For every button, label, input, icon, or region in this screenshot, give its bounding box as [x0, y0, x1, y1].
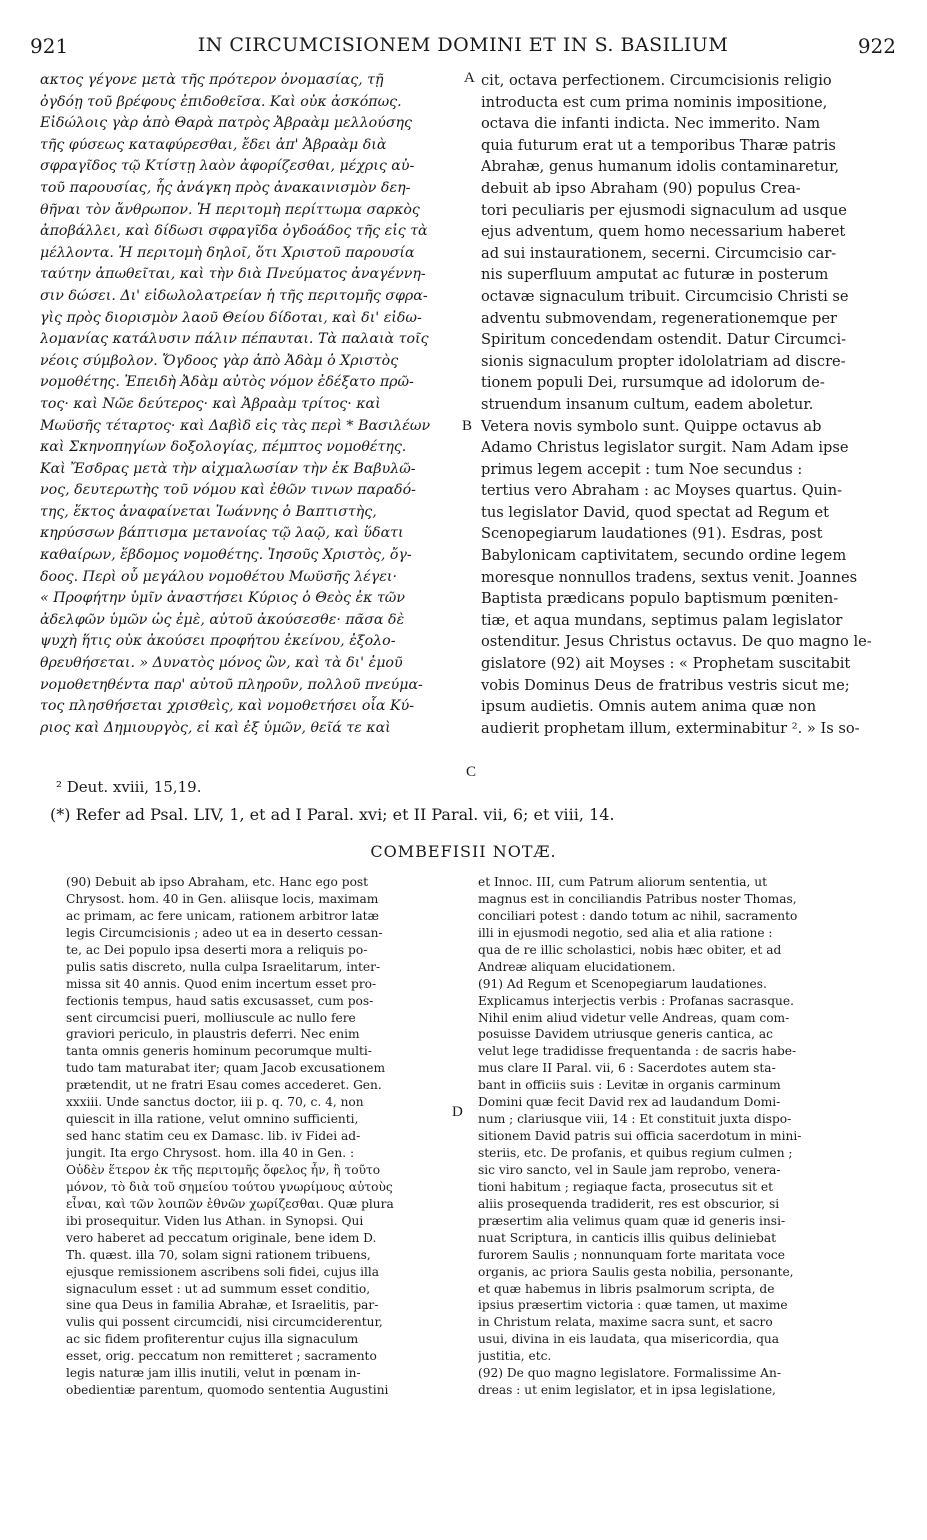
text-line: xxxiii. Unde sanctus doctor, iii p. q. 70, c. 4, non — [66, 1095, 364, 1110]
text-line: ipsius præsertim victoria : quæ tamen, ut maxime — [478, 1298, 788, 1313]
greek-text-column — [40, 70, 460, 739]
text-line: furorem Saulis ; nonnunquam forte maritata voce — [478, 1247, 785, 1262]
text-line: ακτος γέγονε μετὰ τῆς πρότερον ὀνομασίας, τῇ — [40, 72, 384, 88]
text-line: Scenopegiarum laudationes (91). Esdras, post — [481, 525, 823, 543]
text-line: aliis prosequenda tradiderit, res est obscurior, si — [478, 1196, 780, 1211]
text-line: steriis, etc. De profanis, et quibus regium culmen ; — [478, 1146, 793, 1160]
text-line: γὶς πρὸς διορισμὸν λαοῦ Θείου δίδοται, καὶ δι' εἰδω- — [40, 309, 422, 326]
reference-note: (*) Refer ad Psal. LIV, 1, et ad I Paral. xvi; et II Paral. vii, 6; et viii, 14. — [50, 805, 615, 824]
text-line: et quæ habemus in libris psalmorum scripta, de — [478, 1281, 775, 1296]
text-line: octavæ signaculum tribuit. Circumcisio Christi se — [481, 287, 849, 305]
text-line: debuit ab ipso Abraham (90) populus Crea- — [481, 179, 801, 197]
text-line: Vetera novis symbolo sunt. Quippe octavus ab — [481, 417, 822, 435]
text-line: vulis qui possent circumcidi, nisi circumciderentur, — [66, 1315, 383, 1330]
text-line: num ; clariusque viii, 14 : Et constituit juxta dispo- — [478, 1112, 792, 1127]
text-line: quiescit in illa ratione, velut omnino sufficienti, — [66, 1112, 359, 1127]
text-line: τος· καὶ Νῶε δεύτερος· καὶ Ἀβραὰμ τρίτος· καὶ — [40, 395, 381, 412]
text-line: Baptista prædicans populo baptismum pœniten- — [481, 590, 839, 608]
text-line: σιν δώσει. Δι' εἰδωλολατρείαν ἡ τῆς περιτομῆς σφρα- — [40, 287, 428, 304]
text-line: fectionis tempus, haud satis excusasset, cum pos- — [66, 993, 374, 1008]
text-line: qua de re illic scholastici, nobis hæc obiter, et ad — [478, 942, 782, 957]
text-line: moresque nonnullos tradens, sextus venit. Joannes — [481, 568, 858, 586]
text-line: ejusque remissionem ascribens soli fidei, cujus illa — [66, 1264, 380, 1279]
text-line: te, ac Dei populo ipsa deserti mora a reliquis po- — [66, 942, 368, 957]
text-line: vobis Dominus Deus de fratribus vestris sicut me; — [481, 676, 850, 694]
text-line: cit, octava perfectionem. Circumcisionis religio — [481, 72, 832, 89]
text-line: καὶ Σκηνοπηγίων δοξολογίας, πέμπτος νομοθέτης. — [40, 439, 407, 456]
text-line: esset, orig. peccatum non remitteret ; sacramento — [66, 1349, 377, 1364]
text-line: « Προφήτην ὑμῖν ἀναστήσει Κύριος ὁ Θεὸς ἐκ τῶν — [40, 590, 405, 607]
text-line: sitionem David patris sui officia sacerdotum in mini- — [478, 1129, 802, 1144]
text-line: signaculum esset : ut ad summum esset conditio, — [66, 1281, 371, 1296]
text-line: sic viro sancto, vel in Saule jam reprobo, venera- — [478, 1162, 781, 1177]
text-line: ἀποβάλλει, καὶ δίδωσι σφραγῖδα ὀγδοάδος τῆς εἰς τὰ — [40, 223, 428, 240]
text-line: posuisse Davidem utriusque generis cantica, ac — [478, 1027, 773, 1042]
text-line: κηρύσσων βάπτισμα μετανοίας τῷ λαῷ, καὶ ὕδατι — [40, 525, 404, 542]
text-line: magnus est in conciliandis Patribus noster Thomas, — [478, 891, 797, 906]
text-line: in Christum relata, maxime sacra sunt, et sacro — [478, 1315, 773, 1330]
text-line: graviori periculo, in plaustris deferri. Nec enim — [66, 1027, 360, 1042]
text-line: velut lege tradidisse frequentanda : de sacris habe- — [478, 1044, 797, 1059]
text-line: conciliari potest : dando totum ac nihil, sacramento — [478, 908, 798, 923]
text-line: organis, ac priora Saulis gesta nobilia, personante, — [478, 1264, 794, 1279]
margin-marker-b: B — [462, 418, 473, 434]
text-line: ac sic fidem profiterentur cujus illa signaculum — [66, 1332, 359, 1347]
text-line: tori peculiaris per ejusmodi signaculum ad usque — [481, 201, 847, 219]
text-line: sionis signaculum propter idololatriam ad discre- — [481, 352, 846, 370]
text-line: tiæ, et aqua mundans, septimus palam legislator — [481, 611, 843, 629]
text-line: audierit prophetam illum, exterminabitur ². » Is so- — [481, 719, 860, 737]
notes-left-column — [66, 874, 454, 1399]
text-line: mus clare II Paral. vii, 6 : Sacerdotes autem sta- — [478, 1061, 776, 1076]
text-line: tioni habitum ; regiaque facta, prosecutus sit et — [478, 1179, 773, 1194]
text-line: Th. quæst. illa 70, solam signi rationem tribuens, — [66, 1247, 371, 1262]
text-line: Μωϋσῆς τέταρτος· καὶ Δαβὶδ εἰς τὰς περὶ * Βασιλέων — [40, 417, 431, 434]
text-line: εἶναι, καὶ τῶν λοιπῶν ἐθνῶν χωρίζεσθαι. Quæ plura — [66, 1196, 394, 1211]
text-line: νομοθετηθέντα παρ' αὐτοῦ πληροῦν, πολλοῦ πνεύμα- — [40, 676, 423, 693]
text-line: usui, divina in eis laudata, qua misericordia, qua — [478, 1332, 779, 1347]
text-line: μόνον, τὸ διὰ τοῦ σημείου τούτου γνωρίμους αὐτοὺς — [66, 1179, 393, 1194]
text-line: dreas : ut enim legislator, et in ipsa legislatione, — [478, 1383, 776, 1398]
text-line: justitia, etc. — [478, 1349, 552, 1364]
text-line: (90) Debuit ab ipso Abraham, etc. Hanc ego post — [66, 875, 369, 889]
text-line: μέλλοντα. Ἡ περιτομὴ δηλοῖ, ὅτι Χριστοῦ παρουσία — [40, 244, 415, 261]
text-line: legis naturæ jam illis inutili, velut in pœnam in- — [66, 1366, 361, 1381]
text-line: Adamo Christus legislator surgit. Nam Adam ipse — [481, 439, 849, 457]
page-number-right: 922 — [857, 34, 896, 58]
text-line: Spiritum concedendam ostendit. Datur Circumci- — [481, 331, 847, 349]
text-line: τῆς φύσεως καταφύρεσθαι, ἔδει ἀπ' Ἀβραὰμ διὰ — [40, 136, 387, 153]
text-line: (91) Ad Regum et Scenopegiarum laudationes. — [478, 976, 767, 991]
text-line: Οὐδὲν ἕτερον ἐκ τῆς περιτομῆς ὄφελος ἦν, ἢ τοῦτο — [66, 1162, 381, 1177]
margin-marker-a: A — [464, 70, 475, 86]
text-line: λομανίας κατάλυσιν πάλιν πέπαυται. Τὰ παλαιὰ τοῖς — [40, 331, 429, 348]
text-line: ibi prosequitur. Viden lus Athan. in Synopsi. Qui — [66, 1213, 364, 1228]
text-line: νος, δευτερωτὴς τοῦ νόμου καὶ ἐθῶν τινων παραδό- — [40, 482, 416, 499]
latin-text-column — [481, 70, 896, 739]
text-line: ἀδελφῶν ὑμῶν ὡς ἐμὲ, αὐτοῦ ἀκούσεσθε· πᾶσα δὲ — [40, 611, 405, 628]
text-line: Domini quæ fecit David rex ad laudandum Domi- — [478, 1095, 781, 1110]
text-line: Nihil enim aliud videtur velle Andreas, quam com- — [478, 1010, 790, 1025]
page-number-left: 921 — [30, 34, 69, 58]
text-line: Εἰδώλοις γὰρ ἀπὸ Θαρὰ πατρὸς Ἀβραὰμ μελλούσης — [40, 115, 412, 132]
text-line: pulis satis discreto, nulla culpa Israelitarum, inter- — [66, 959, 381, 974]
text-line: obedientiæ parentum, quomodo sententia Augustini — [66, 1383, 389, 1398]
text-line: ac primam, ac fere unicam, rationem arbitror latæ — [66, 908, 380, 923]
notes-title: COMBEFISII NOTÆ. — [370, 842, 557, 861]
text-line: τοῦ παρουσίας, ἧς ἀνάγκη πρὸς ἀνακαινισμὸν δεη- — [40, 179, 411, 196]
text-line: tertius vero Abraham : ac Moyses quartus. Quin- — [481, 482, 843, 500]
text-line: ὀγδόῃ τοῦ βρέφους ἐπιδοθεῖσα. Καὶ οὐκ ἀσκόπως. — [40, 93, 402, 110]
text-line: Καὶ Ἔσδρας μετὰ τὴν αἰχμαλωσίαν τὴν ἐκ Βαβυλῶ- — [40, 460, 416, 477]
text-line: vero haberet ad peccatum originale, bene idem D. — [66, 1230, 377, 1245]
margin-marker-d: D — [452, 1104, 463, 1120]
text-line: Explicamus interjectis verbis : Profanas sacrasque. — [478, 993, 794, 1008]
running-header — [30, 34, 896, 62]
text-line: prætendit, ut ne fratri Esau comes accederet. Gen. — [66, 1078, 382, 1093]
text-line: καθαίρων, ἕβδομος νομοθέτης. Ἰησοῦς Χριστὸς, ὄγ- — [40, 547, 412, 564]
text-line: sine qua Deus in familia Abrahæ, et Israelitis, par- — [66, 1298, 379, 1313]
text-line: ταύτην ἀπωθεῖται, καὶ τὴν διὰ Πνεύματος ἀναγέννη- — [40, 266, 426, 283]
text-line: legis Circumcisionis ; adeo ut ea in deserto cessan- — [66, 925, 383, 940]
text-line: sed hanc statim ceu ex Damasc. lib. iv Fidei ad- — [66, 1129, 361, 1144]
text-line: Chrysost. hom. 40 in Gen. aliisque locis, maximam — [66, 891, 379, 906]
text-line: sent circumcisi pueri, molliuscule ac nullo fere — [66, 1010, 356, 1025]
notes-right-column — [478, 874, 890, 1399]
text-line: Babylonicam captivitatem, secundo ordine legem — [481, 547, 847, 565]
running-title: IN CIRCUMCISIONEM DOMINI ET IN S. BASILIUM — [197, 34, 729, 56]
text-line: ψυχὴ ἥτις οὐκ ἀκούσει προφήτου ἐκείνου, ἐξολο- — [40, 633, 396, 650]
text-line: δοος. Περὶ οὗ μεγάλου νομοθέτου Μωϋσῆς λέγει· — [40, 568, 397, 585]
text-line: tanta omnis generis hominum pecorumque multi- — [66, 1044, 372, 1059]
text-line: quia futurum erat ut a temporibus Tharæ patris — [481, 136, 836, 154]
text-line: (92) De quo magno legislatore. Formalissime An- — [478, 1366, 781, 1381]
text-line: Andreæ aliquam elucidationem. — [478, 959, 676, 974]
text-line: gislatore (92) ait Moyses : « Prophetam suscitabit — [481, 655, 851, 673]
text-line: τος πλησθήσεται χρισθεὶς, καὶ νομοθετήσει οἷα Κύ- — [40, 698, 415, 715]
text-line: ejus adventum, quem homo necessarium haberet — [481, 223, 846, 241]
footnote: ² Deut. xviii, 15,19. — [56, 778, 202, 796]
text-line: præsertim alia velimus quam quæ id generis insi- — [478, 1213, 786, 1228]
text-line: missa sit 40 annis. Quod enim incertum esset pro- — [66, 976, 377, 991]
text-line: νέοις σύμβολον. Ὄγδοος γὰρ ἀπὸ Ἀδὰμ ὁ Χριστὸς — [40, 352, 399, 369]
text-line: ostenditur. Jesus Christus octavus. De quo magno le- — [481, 633, 872, 651]
text-line: ριος καὶ Δημιουργὸς, εἰ καὶ ἐξ ὑμῶν, θεῖά τε καὶ — [40, 719, 391, 736]
margin-marker-c: C — [466, 764, 477, 780]
text-line: ipsum audietis. Omnis autem anima quæ non — [481, 698, 817, 716]
text-line: adventu submovendam, regenerationemque per — [481, 309, 837, 327]
text-line: Abrahæ, genus humanum idolis contaminaretur, — [481, 158, 840, 176]
text-line: σφραγῖδος τῷ Κτίστῃ λαὸν ἀφορίζεσθαι, μέχρις αὐ- — [40, 158, 415, 175]
text-line: tudo tam maturabat iter; quam Jacob excusationem — [66, 1061, 386, 1076]
text-line: θῆναι τὸν ἄνθρωπον. Ἡ περιτομὴ περίττωμα σαρκὸς — [40, 201, 420, 218]
text-line: nuat Scriptura, in canticis illis quibus deliniebat — [478, 1230, 777, 1245]
text-line: illi in ejusmodi negotio, sed alia et alia ratione : — [478, 925, 773, 940]
text-line: nis superfluum amputat ac futuræ in posterum — [481, 266, 829, 284]
text-line: θρευθήσεται. » Δυνατὸς μόνος ὢν, καὶ τὰ δι' ἐμοῦ — [40, 655, 403, 672]
text-line: octava die infanti indicta. Nec immerito. Nam — [481, 115, 821, 133]
text-line: struendum insanum cultum, eadem aboletur. — [481, 395, 814, 413]
text-line: νομοθέτης. Ἐπειδὴ Ἀδὰμ αὐτὸς νόμον ἐδέξατο πρῶ- — [40, 374, 414, 391]
text-line: primus legem accepit : tum Noe secundus : — [481, 460, 803, 478]
text-line: ad sui instaurationem, secerni. Circumcisio car- — [481, 244, 837, 262]
text-line: introducta est cum prima nominis impositione, — [481, 93, 828, 111]
text-line: et Innoc. III, cum Patrum aliorum sententia, ut — [478, 875, 767, 889]
text-line: bant in officiis suis : Levitæ in organis carminum — [478, 1078, 781, 1093]
text-line: jungit. Ita ergo Chrysost. hom. illa 40 in Gen. : — [66, 1146, 355, 1160]
text-line: tionem populi Dei, rursumque ad idolorum de- — [481, 374, 825, 392]
text-line: της, ἕκτος ἀναφαίνεται Ἰωάννης ὁ Βαπτιστὴς, — [40, 503, 377, 520]
text-line: tus legislator David, quod spectat ad Regum et — [481, 503, 830, 521]
